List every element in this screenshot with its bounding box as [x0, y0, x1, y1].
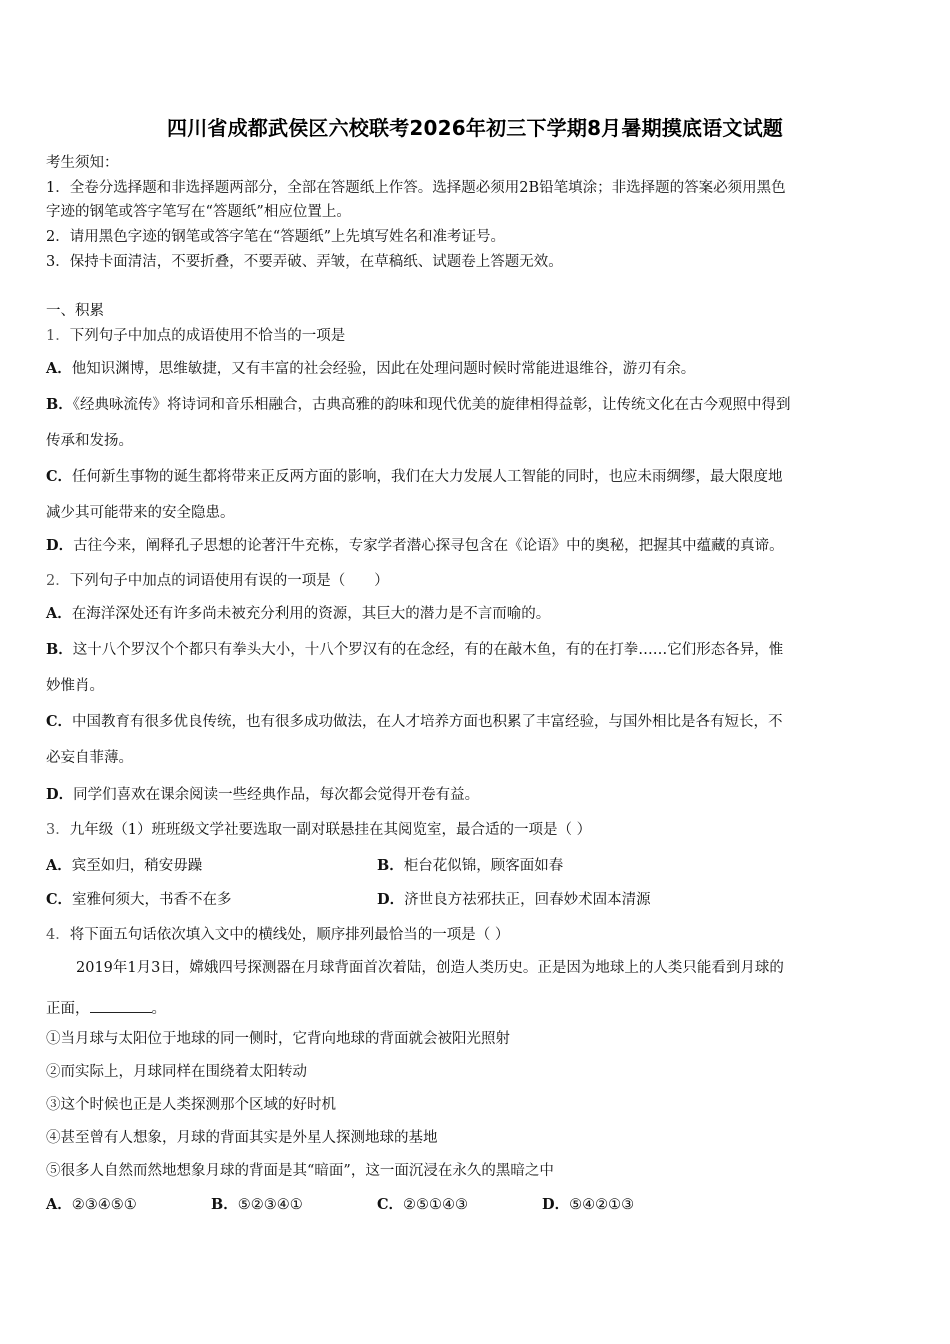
notice-item-3: 3．保持卡面清洁，不要折叠，不要弄破、弄皱，在草稿纸、试题卷上答题无效。	[46, 254, 563, 270]
q3-option-d	[377, 893, 651, 908]
question-stem: 九年级（1）班班级文学社要选取一副对联悬挂在其阅览室，最合适的一项是（ ）	[69, 822, 592, 838]
q2-option-b	[46, 643, 783, 658]
option-label: A．	[46, 857, 72, 874]
option-label: A．	[46, 1196, 72, 1213]
option-text: 这十八个罗汉个个都只有拳头大小，十八个罗汉有的在念经，有的在敲木鱼，有的在打拳……它们形态各异，惟	[72, 642, 784, 658]
question-2	[46, 574, 389, 589]
q3-option-b	[377, 859, 563, 874]
option-text: 济世良方祛邪扶正，回春妙术固本清源	[404, 892, 651, 908]
option-label: D．	[377, 891, 405, 908]
q1-option-c-cont: 减少其可能带来的安全隐患。	[46, 505, 235, 521]
notice-item-1-line-2: 字迹的钢笔或答字笔写在“答题纸”相应位置上。	[46, 204, 351, 220]
q4-passage-line-2	[46, 998, 166, 1017]
question-3	[46, 823, 591, 838]
option-text: ⑤④②①③	[569, 1197, 635, 1213]
question-stem: 下列句子中加点的词语使用有误的一项是（ ）	[69, 573, 389, 589]
q1-option-d	[46, 539, 784, 554]
q4-sentence-2: ②而实际上，月球同样在围绕着太阳转动	[46, 1064, 307, 1080]
passage-text: 正面，	[46, 1001, 90, 1017]
q2-option-b-cont: 妙惟肖。	[46, 678, 104, 694]
q1-option-a	[46, 362, 695, 377]
option-label: C．	[46, 891, 73, 908]
question-number: 3．	[46, 822, 70, 838]
q2-option-c	[46, 715, 783, 730]
page-title: 四川省成都武侯区六校联考2026年初三下学期8月暑期摸底语文试题	[167, 116, 783, 140]
option-text: ②⑤①④③	[403, 1197, 469, 1213]
option-label: A．	[46, 605, 72, 622]
q3-option-c	[46, 893, 232, 908]
option-label: B．	[211, 1196, 238, 1213]
question-stem: 下列句子中加点的成语使用不恰当的一项是	[69, 328, 346, 344]
notice-item-1-line-1: 1．全卷分选择题和非选择题两部分，全部在答题纸上作答。选择题必须用2B铅笔填涂；非选择题的答案必须用黑色	[46, 180, 786, 196]
q4-sentence-1: ①当月球与太阳位于地球的同一侧时，它背向地球的背面就会被阳光照射	[46, 1031, 510, 1047]
option-label: B．	[46, 641, 73, 658]
option-label: D．	[542, 1196, 570, 1213]
q4-option-a	[46, 1198, 137, 1213]
option-text: 古往今来，阐释孔子思想的论著汗牛充栋，专家学者潜心探寻包含在《论语》中的奥秘，把握其中蕴藏的真谛。	[73, 538, 784, 554]
option-text: ⑤②③④①	[237, 1197, 303, 1213]
q2-option-c-cont: 必妄自菲薄。	[46, 750, 133, 766]
q4-sentence-5: ⑤很多人自然而然地想象月球的背面是其“暗面”，这一面沉浸在永久的黑暗之中	[46, 1163, 554, 1179]
option-text: 《经典咏流传》将诗词和音乐相融合，古典高雅的韵味和现代优美的旋律相得益彰，让传统文化在古今观照中得到	[72, 397, 791, 413]
q4-sentence-4: ④甚至曾有人想象，月球的背面其实是外星人探测地球的基地	[46, 1130, 438, 1146]
q4-option-d	[542, 1198, 634, 1213]
fill-in-blank	[90, 998, 152, 1013]
option-text: 中国教育有很多优良传统，也有很多成功做法，在人才培养方面也积累了丰富经验，与国外相比是各有短长，不	[72, 714, 783, 730]
option-label: D．	[46, 537, 74, 554]
question-number: 1．	[46, 328, 70, 344]
q4-option-b	[211, 1198, 303, 1213]
question-number: 2．	[46, 573, 70, 589]
question-1	[46, 329, 345, 344]
option-text: 任何新生事物的诞生都将带来正反两方面的影响，我们在大力发展人工智能的同时，也应未雨绸缪，最大限度地	[72, 469, 783, 485]
option-text: 柜台花似锦，顾客面如春	[403, 858, 564, 874]
q4-sentence-3: ③这个时候也正是人类探测那个区域的好时机	[46, 1097, 336, 1113]
q1-option-b-cont: 传承和发扬。	[46, 433, 133, 449]
option-text: 宾至如归，稍安毋躁	[71, 858, 203, 874]
option-text: 同学们喜欢在课余阅读一些经典作品，每次都会觉得开卷有益。	[73, 787, 480, 803]
q4-passage-line-1: 2019年1月3日，嫦娥四号探测器在月球背面首次着陆，创造人类历史。正是因为地球上的人类只能看到月球的	[76, 960, 784, 976]
option-label: C．	[377, 1196, 404, 1213]
question-4	[46, 928, 509, 943]
q2-option-a	[46, 607, 550, 622]
notice-heading: 考生须知：	[46, 155, 119, 171]
q2-option-d	[46, 788, 479, 803]
option-label: A．	[46, 360, 72, 377]
option-label: C．	[46, 468, 73, 485]
option-label: C．	[46, 713, 73, 730]
q3-option-a	[46, 859, 202, 874]
q4-option-c	[377, 1198, 468, 1213]
option-text: ②③④⑤①	[71, 1197, 137, 1213]
option-text: 在海洋深处还有许多尚未被充分利用的资源，其巨大的潜力是不言而喻的。	[71, 606, 551, 622]
option-text: 他知识渊博，思维敏捷，又有丰富的社会经验，因此在处理问题时候时常能进退维谷，游刃有余。	[71, 361, 696, 377]
question-stem: 将下面五句话依次填入文中的横线处，顺序排列最恰当的一项是（ ）	[69, 927, 510, 943]
q1-option-c	[46, 470, 783, 485]
option-label: D．	[46, 786, 74, 803]
notice-item-2: 2．请用黑色字迹的钢笔或答字笔在“答题纸”上先填写姓名和准考证号。	[46, 229, 506, 245]
option-text: 室雅何须大，书香不在多	[72, 892, 232, 908]
option-label: B．	[46, 396, 73, 413]
section-heading: 一、积累	[46, 303, 104, 319]
q1-option-b	[46, 398, 791, 413]
option-label: B．	[377, 857, 404, 874]
passage-text: 。	[151, 1001, 166, 1017]
question-number: 4．	[46, 927, 70, 943]
